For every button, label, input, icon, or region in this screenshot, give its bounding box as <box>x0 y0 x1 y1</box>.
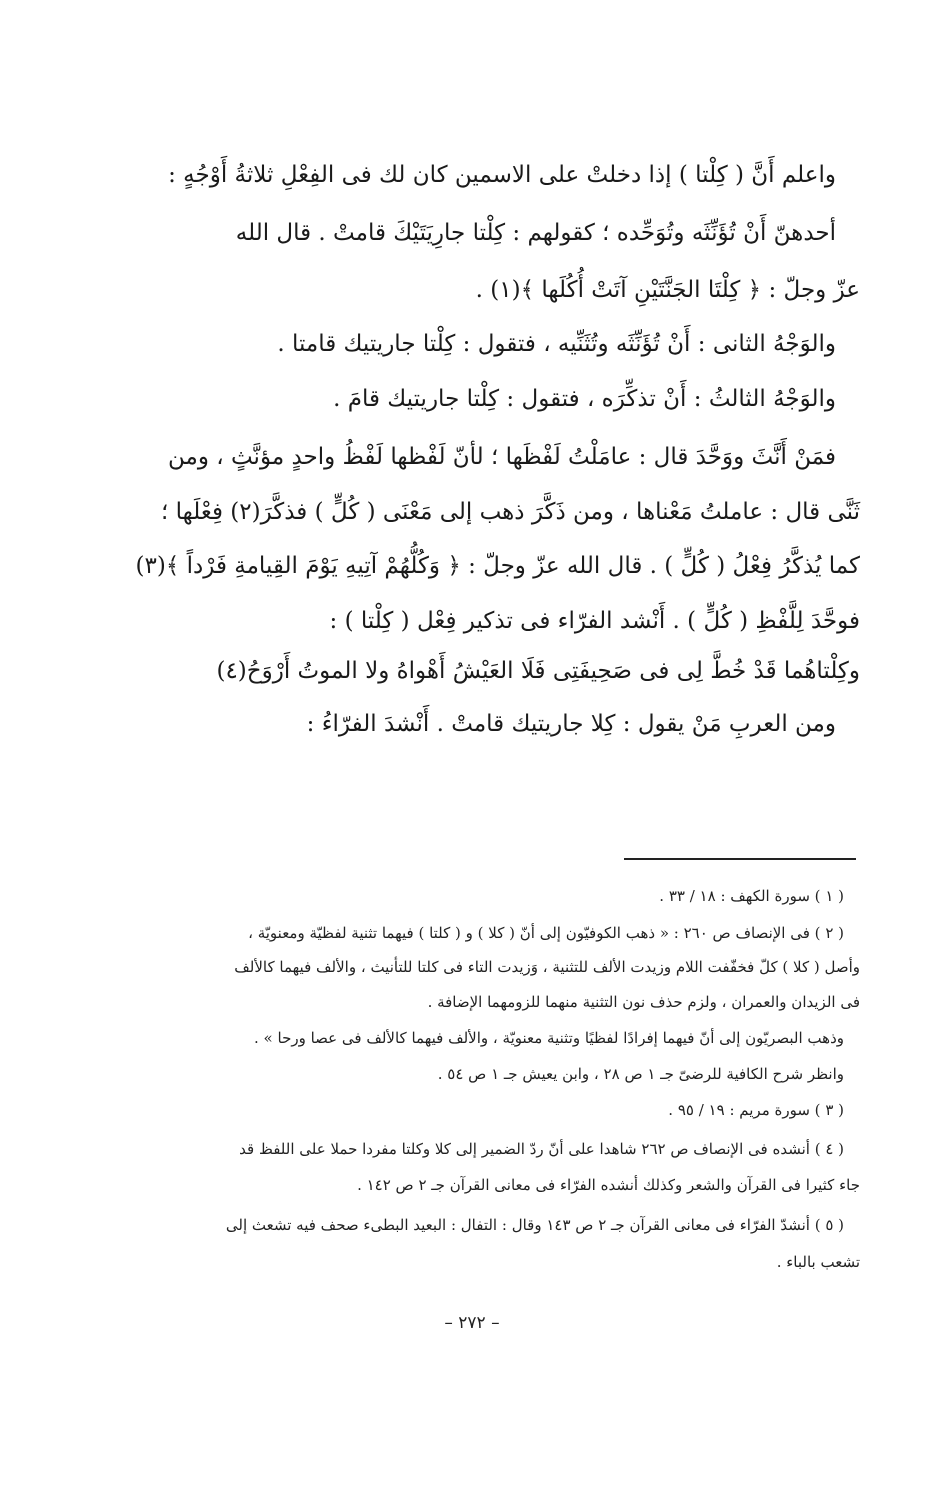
body-line-1: واعلم أَنَّ ( كِلْتا ) إذا دخلتْ على الاسمين كان لك فى الفِعْلِ ثلاثةُ أَوْجُهٍ : <box>168 162 836 188</box>
footnote-2-line-5: وانظر شرح الكافية للرضىّ جـ ١ ص ٢٨ ، وابن يعيش جـ ١ ص ٥٤ . <box>437 1065 844 1083</box>
body-line-4: والوَجْهُ الثانى : أَنْ تُؤَنِّثَه وتُثَنِّيه ، فتقول : كِلْتا جاريتيك قامتا . <box>277 331 836 357</box>
footnote-4-line-2: جاء كثيرا فى القرآن والشعر وكذلك أنشده الفرّاء فى معانى القرآن جـ ٢ ص ١٤٢ . <box>357 1176 860 1194</box>
body-line-7: ثَنَّى قال : عاملتُ مَعْناها ، ومن ذَكَّرَ ذهب إلى مَعْنَى ( كُلٍّ ) فذكَّرَ(٢) فِعْلَها ؛ <box>161 499 860 525</box>
body-line-6: فمَنْ أَنَّثَ ووَحَّدَ قال : عامَلْتُ لَفْظَها ؛ لأنّ لَفْظها لَفْظُ واحدٍ مؤنَّثٍ ، ومن <box>167 444 836 470</box>
footnote-4-line-1: ( ٤ ) أنشده فى الإنصاف ص ٢٦٢ شاهدا على أنّ ردّ الضمير إلى كلا وكلتا مفردا حملا على اللفظ قد <box>239 1140 844 1158</box>
footnote-5-line-1: ( ٥ ) أنشدّ الفرّاء فى معانى القرآن جـ ٢ ص ١٤٣ وقال : التفال : البعيد البطىء صحف فيه تشعث إلى <box>225 1216 844 1234</box>
footnote-3: ( ٣ ) سورة مريم : ١٩ / ٩٥ . <box>668 1101 844 1119</box>
page-number: – ٢٧٢ – <box>444 1313 500 1333</box>
footnote-2-line-2: وأصل ( كلا ) كلّ فخفّفت اللام وزيدت الألف للتثنية ، وَزيدت التاء فى كلتا للتأنيث ، والألف فيهما كالألف <box>234 958 860 976</box>
body-line-9: فوحَّدَ لِلَّفْظِ ( كُلٍّ ) . أَنْشد الفرّاء فى تذكير فِعْل ( كِلْتا ) : <box>329 608 860 634</box>
footnote-2-line-3: فى الزيدان والعمران ، ولزم حذف نون التثنية منهما للزومهما الإضافة . <box>427 993 860 1011</box>
verse-line: وكِلْتاهُما قَدْ خُطَّ لِى فى صَحِيفَتِى فَلَا العَيْشُ أَهْواهُ ولا الموتُ أَرْوَحُ(٤) <box>216 658 860 684</box>
footnote-1: ( ١ ) سورة الكهف : ١٨ / ٣٣ . <box>659 887 844 905</box>
body-line-11: ومن العربِ مَنْ يقول : كِلا جاريتيك قامتْ . أَنْشدَ الفرّاءُ : <box>306 711 836 737</box>
body-line-8: كما يُذكَّرُ فِعْلُ ( كُلٍّ ) . قال الله عزّ وجلّ : ﴿ وَكُلُّهُمْ آتِيهِ يَوْمَ القِيامةِ فَرْداً ﴾(٣) <box>135 553 860 579</box>
footnote-2-line-4: وذهب البصريّون إلى أنّ فيهما إفرادًا لفظيًا وتثنية معنويّة ، والألف فيهما كالألف فى عصا ورحا » . <box>254 1029 844 1047</box>
body-line-5: والوَجْهُ الثالثُ : أَنْ تذكِّرَه ، فتقول : كِلْتا جاريتيك قامَ . <box>333 386 836 412</box>
footnote-2-line-1: ( ٢ ) فى الإنصاف ص ٢٦٠ : « ذهب الكوفيّون إلى أنّ ( كلا ) و ( كلتا ) فيهما تثنية لفظيّة ومعنويّة ، <box>248 924 844 942</box>
footnote-separator <box>624 858 856 860</box>
footnote-5-line-2: تشعب بالباء . <box>776 1253 860 1271</box>
body-line-2: أحدهنّ أَنْ تُؤَنِّثَه وتُوَحِّده ؛ كقولهم : كِلْتا جارِيَتَيْكَ قامتْ . قال الله <box>235 220 836 246</box>
body-line-3: عزّ وجلّ : ﴿ كِلْتَا الجَنَّتَيْنِ آتَتْ أُكُلَها ﴾(١) . <box>475 277 860 303</box>
